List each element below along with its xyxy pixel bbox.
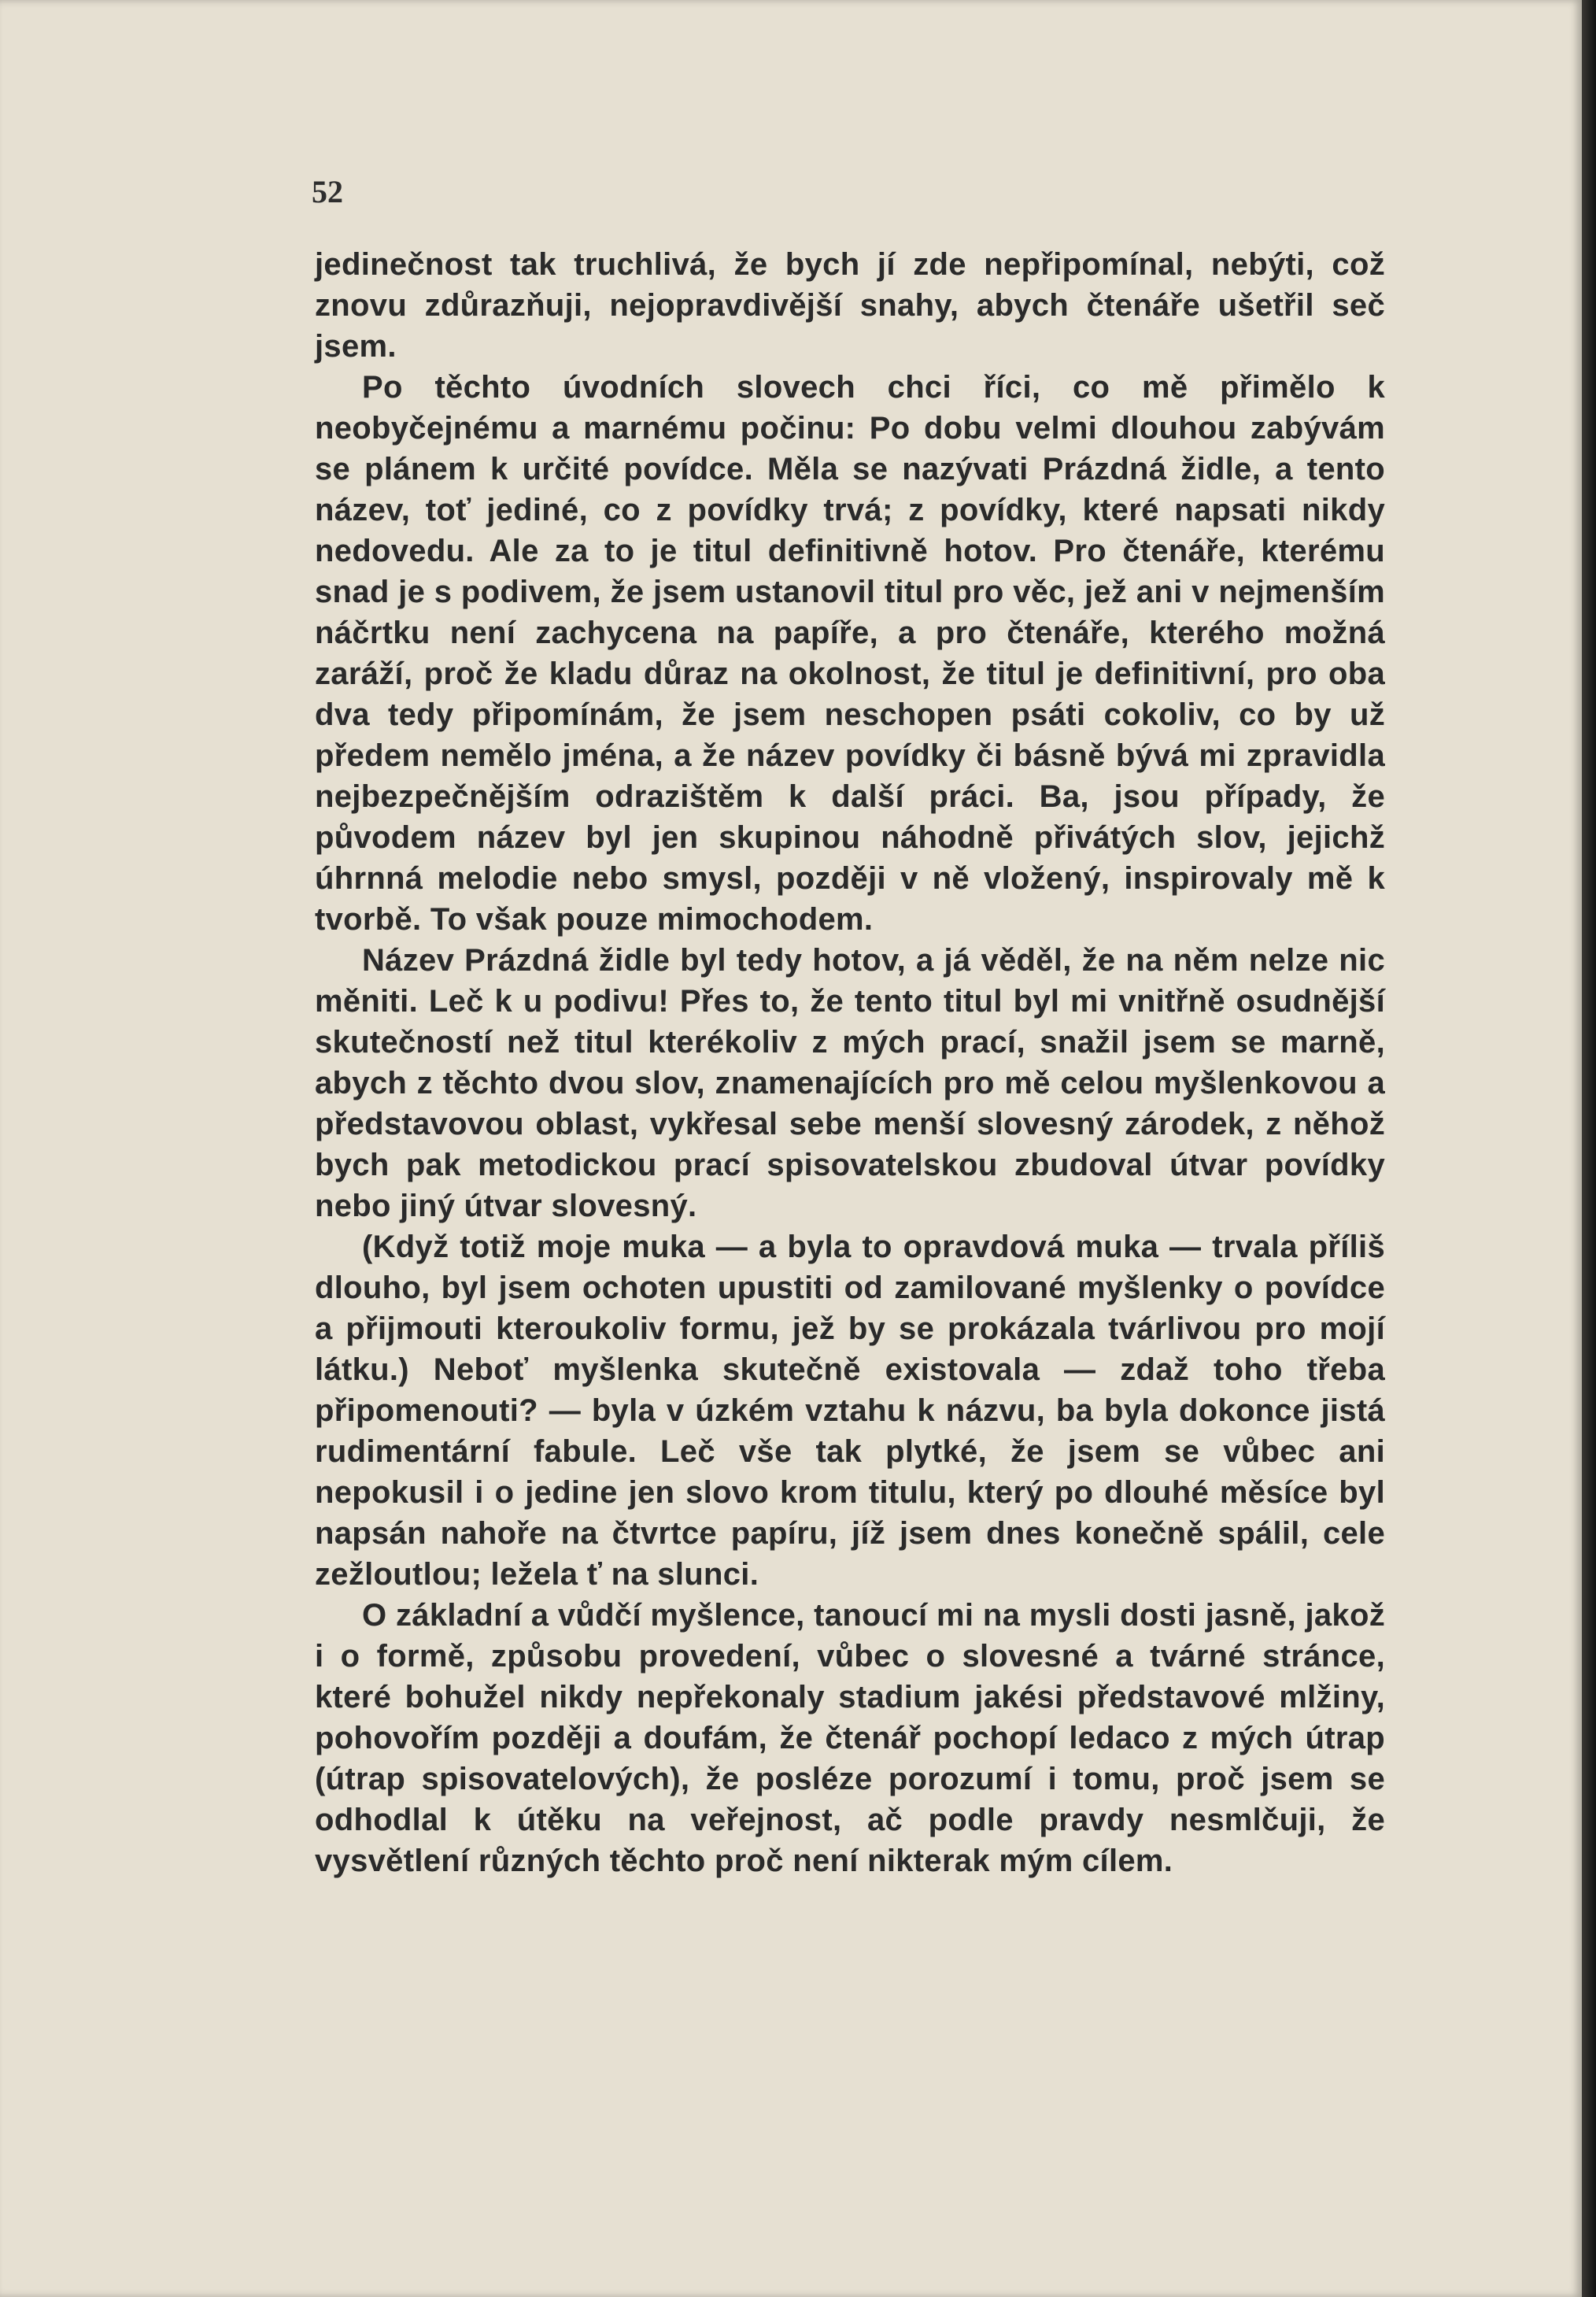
paragraph: O základní a vůdčí myšlence, tanoucí mi na mysli dosti jasně, jakož i o formě, způsobu provedení, vůbec o slovesné a tvárné stránce, které bohužel nikdy nepřekonaly stadium jakési představové mlžiny, pohovořím později a doufám, že čtenář pochopí ledaco z mých útrap (útrap spisovatelových), že posléze porozumí i tomu, proč jsem se odhodlal k útěku na veřejnost, ač podle pravdy nesmlčuji, že vysvětlení různých těchto proč není nikterak mým cílem. bbox=[315, 1598, 1385, 1878]
body-text bbox=[315, 244, 1385, 1881]
paragraph: Název Prázdná židle byl tedy hotov, a já věděl, že na něm nelze nic měniti. Leč k u podivu! Přes to, že tento titul byl mi vnitřně osudnější skutečností než titul kterékoliv z mých prací, snažil jsem se marně, abych z těchto dvou slov, znamenajících pro mě celou myšlenkovou a představovou oblast, vykřesal sebe menší slovesný zárodek, z něhož bych pak metodickou prací spisovatelskou zbudoval útvar povídky nebo jiný útvar slovesný. bbox=[315, 943, 1385, 1223]
paragraph: jedinečnost tak truchlivá, že bych jí zde nepřipomínal, nebýti, což znovu zdůrazňuji, nejopravdivější snahy, abych čtenáře ušetřil seč jsem. bbox=[315, 247, 1385, 364]
paragraph: (Když totiž moje muka — a byla to opravdová muka — trvala příliš dlouho, byl jsem ochoten upustiti od zamilované myšlenky o povídce a přijmouti kteroukoliv formu, jež by se prokázala tvárlivou pro mojí látku.) Neboť myšlenka skutečně existovala — zdaž toho třeba připomenouti? — byla v úzkém vztahu k názvu, ba byla dokonce jistá rudimentární fabule. Leč vše tak plytké, že jsem se vůbec ani nepokusil i o jedine jen slovo krom titulu, který po dlouhé měsíce byl napsán nahoře na čtvrtce papíru, jíž jsem dnes konečně spálil, cele zežloutlou; ležela ť na slunci. bbox=[315, 1230, 1385, 1592]
page-edge-shadow bbox=[1582, 0, 1596, 2297]
paragraph: Po těchto úvodních slovech chci říci, co mě přimělo k neobyčejnému a marnému počinu: Po dobu velmi dlouhou zabývám se plánem k určité povídce. Měla se nazývati Prázdná židle, a tento název, toť jediné, co z povídky trvá; z povídky, které napsati nikdy nedovedu. Ale za to je titul definitivně hotov. Pro čtenáře, kterému snad je s podivem, že jsem ustanovil titul pro věc, jež ani v nejmenším náčrtku není zachycena na papíře, a pro čtenáře, kterého možná zaráží, proč že kladu důraz na okolnost, že titul je definitivní, pro oba dva tedy připomínám, že jsem neschopen psáti cokoliv, co by už předem nemělo jména, a že název povídky či básně bývá mi zpravidla nejbezpečnějším odrazištěm k další práci. Ba, jsou případy, že původem název byl jen skupinou náhodně přivátých slov, jejichž úhrnná melodie nebo smysl, později v ně vložený, inspirovaly mě k tvorbě. To však pouze mimochodem. bbox=[315, 370, 1385, 937]
page-number: 52 bbox=[312, 174, 343, 209]
